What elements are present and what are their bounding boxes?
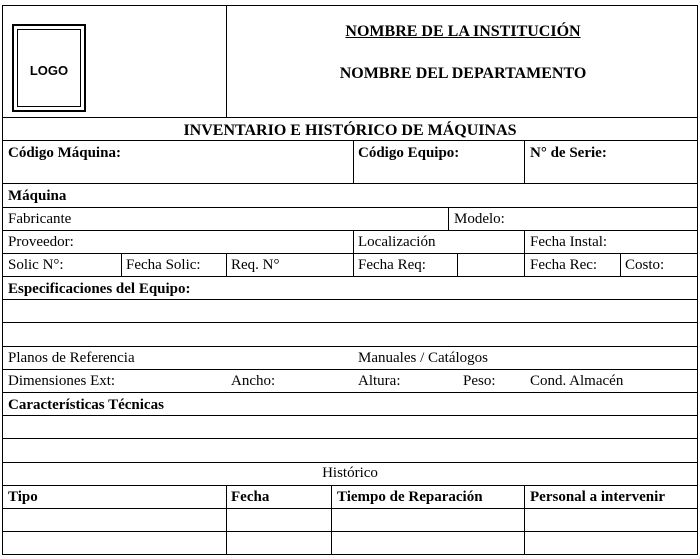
historico-heading: Histórico [322, 465, 378, 481]
rule [2, 462, 698, 463]
border-bottom [2, 554, 698, 555]
fecha-solic-label: Fecha Solic: [126, 257, 201, 273]
header-divider [226, 5, 227, 117]
codigo-equipo-label: Código Equipo: [358, 145, 460, 161]
col-tiempo-header: Tiempo de Reparación [337, 489, 483, 505]
rule [2, 117, 698, 118]
rule [524, 140, 525, 184]
rule [2, 207, 698, 208]
altura-label: Altura: [358, 373, 401, 389]
fecha-req-label: Fecha Req: [358, 257, 426, 273]
border-top [2, 5, 698, 6]
rule [2, 346, 698, 347]
rule [2, 485, 698, 486]
rule [331, 485, 332, 555]
peso-label: Peso: [463, 373, 496, 389]
rule [2, 508, 698, 509]
rule [2, 531, 698, 532]
rule [457, 253, 458, 276]
rule [2, 392, 698, 393]
rule [448, 207, 449, 230]
fecha-rec-label: Fecha Rec: [530, 257, 598, 273]
rule [620, 253, 621, 276]
rule [2, 299, 698, 300]
maquina-section-heading: Máquina [8, 188, 67, 204]
rule [353, 140, 354, 184]
rule [2, 369, 698, 370]
manuales-label: Manuales / Catálogos [358, 350, 488, 366]
especificaciones-heading: Especificaciones del Equipo: [8, 281, 191, 297]
localizacion-label: Localización [358, 234, 436, 250]
rule [2, 276, 698, 277]
fecha-instal-label: Fecha Instal: [530, 234, 608, 250]
rule [121, 253, 122, 276]
institution-name: NOMBRE DE LA INSTITUCIÓN [345, 23, 581, 40]
department-name: NOMBRE DEL DEPARTAMENTO [339, 65, 587, 82]
rule [2, 438, 698, 439]
modelo-label: Modelo: [454, 211, 505, 227]
col-tipo-header: Tipo [8, 489, 38, 505]
form-title: INVENTARIO E HISTÓRICO DE MÁQUINAS [183, 122, 517, 139]
rule [2, 415, 698, 416]
rule [2, 322, 698, 323]
col-fecha-header: Fecha [231, 489, 270, 505]
solic-no-label: Solic N°: [8, 257, 64, 273]
rule [2, 253, 698, 254]
col-personal-header: Personal a intervenir [530, 489, 665, 505]
rule [2, 183, 698, 184]
costo-label: Costo: [625, 257, 665, 273]
logo-label: LOGO [29, 63, 69, 78]
fabricante-label: Fabricante [8, 211, 72, 227]
proveedor-label: Proveedor: [8, 234, 74, 250]
rule [524, 485, 525, 555]
rule [226, 485, 227, 555]
planos-label: Planos de Referencia [8, 350, 135, 366]
codigo-maquina-label: Código Máquina: [8, 145, 121, 161]
ancho-label: Ancho: [231, 373, 276, 389]
rule [2, 140, 698, 141]
cond-almacen-label: Cond. Almacén [530, 373, 624, 389]
rule [226, 253, 227, 276]
logo-placeholder [12, 24, 86, 112]
numero-serie-label: N° de Serie: [530, 145, 607, 161]
rule [2, 230, 698, 231]
req-no-label: Req. N° [231, 257, 280, 273]
caracteristicas-heading: Características Técnicas [8, 397, 164, 413]
dimensiones-label: Dimensiones Ext: [8, 373, 116, 389]
